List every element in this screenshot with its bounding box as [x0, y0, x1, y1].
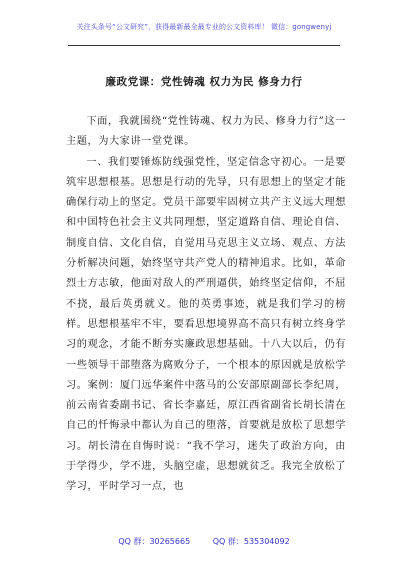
document-body	[66, 112, 346, 498]
footer-contact	[0, 536, 408, 547]
header-notice: 关注头条号“公文研究”，获得最新最全最专业的公文资料库！ 微信：gongwenyj	[76, 23, 332, 31]
footer-qq-group-2: QQ 群：535304092	[212, 537, 290, 546]
footer-qq-group-1: QQ 群：30265665	[118, 537, 191, 546]
header-divider	[68, 45, 340, 46]
document-title: 廉政党课：党性铸魂 权力为民 修身力行	[105, 76, 303, 88]
paragraph-intro: 下面，我就围绕“党性铸魂、权力为民、修身力行”这一主题，为大家讲一堂党课。	[66, 116, 346, 148]
paragraph-section-one: 一、我们要锤炼防线强党性，坚定信念守初心。一是要筑牢思想根基。思想是行动的先导，只有思想上的坚定才能确保行动上的坚定。党员干部要牢固树立共产主义远大理想和中国特色社会主义共同理想，坚定道路自信、理论自信、制度自信、文化自信，自觉用马克思主义立场、观点、方法分析解决问题，始终坚守共产党人的精神追求。比如，革命烈士方志敏，他面对敌人的严刑逼供，始终坚定信仰，不屈不挠，最后英勇就义。他的英勇事迹，就是我们学习的榜样。思想根基牢不牢，要看思想境界高不高只有树立终身学习的观念，才能不断夯实廉政思想基础。十八大以后，仍有一些领导干部堕落为腐败分子，一个根本的原因就是放松学习。案例：厦门远华案件中落马的公安部原副部长李纪周，前云南省委副书记、省长李嘉廷，原江西省副省长胡长清在自己的忏悔录中都认为自己的堕落，首要就是放松了思想学习。胡长清在自悔时说：“我不学习，迷失了政治方向，由于学得少，学不进，头脑空虚，思想就贫乏。我完全放松了学习，平时学习一点，也	[66, 156, 346, 493]
